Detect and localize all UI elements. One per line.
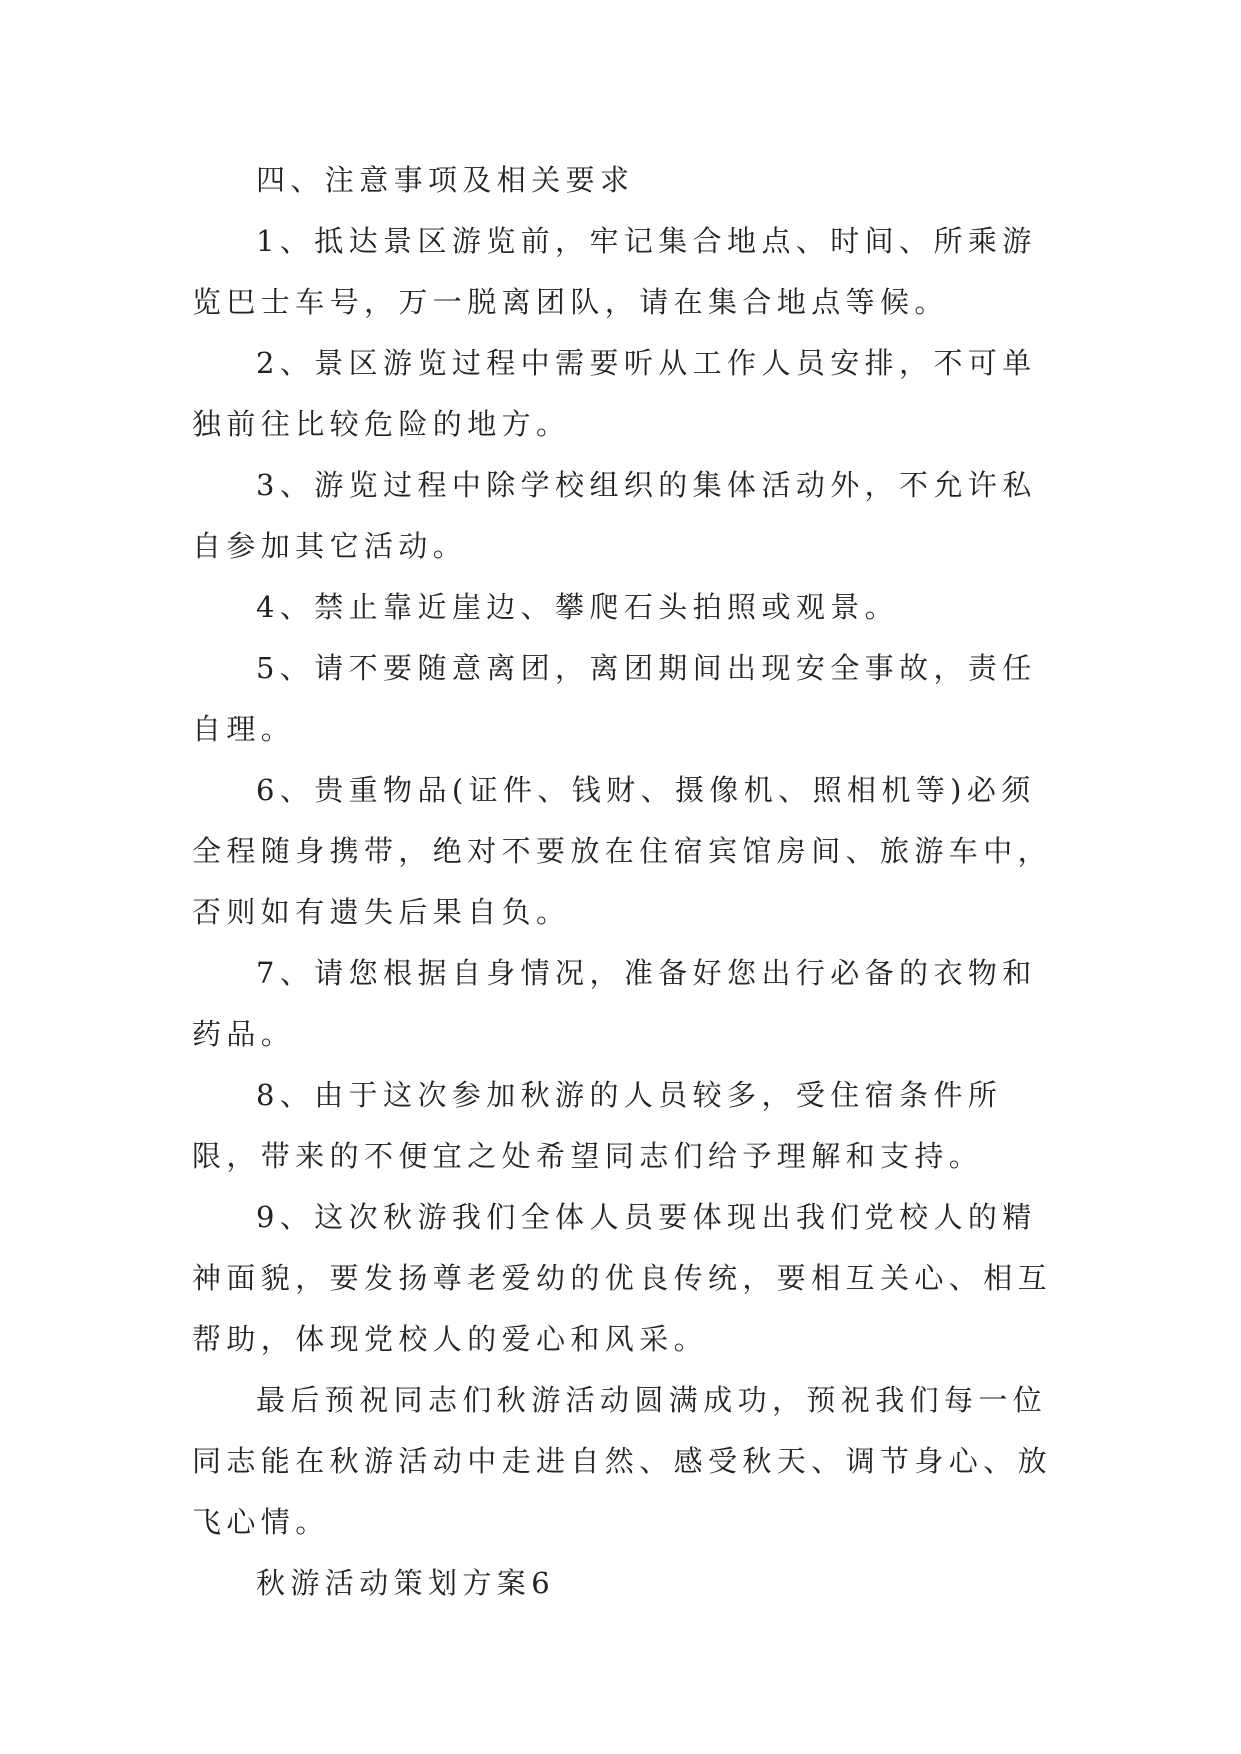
list-item: 4、禁止靠近崖边、攀爬石头拍照或观景。 [256,590,900,624]
list-item: 3、游览过程中除学校组织的集体活动外，不允许私自参加其它活动。 [192,468,1037,563]
list-item: 7、请您根据自身情况，准备好您出行必备的衣物和药品。 [192,956,1037,1051]
closing-paragraph: 最后预祝同志们秋游活动圆满成功，预祝我们每一位同志能在秋游活动中走进自然、感受秋天、调节身心、放飞心情。 [192,1383,1053,1539]
list-item: 1、抵达景区游览前，牢记集合地点、时间、所乘游览巴士车号，万一脱离团队，请在集合地点等候。 [192,224,1037,319]
next-section-title: 秋游活动策划方案6 [256,1566,556,1600]
list-item: 9、这次秋游我们全体人员要体现出我们党校人的精神面貌，要发扬尊老爱幼的优良传统，要相互关心、相互帮助，体现党校人的爱心和风采。 [192,1200,1053,1356]
list-item: 8、由于这次参加秋游的人员较多，受住宿条件所限，带来的不便宜之处希望同志们给予理解和支持。 [192,1078,1003,1173]
document-page [192,150,1052,1614]
section-heading: 四、注意事项及相关要求 [256,163,635,197]
list-item: 2、景区游览过程中需要听从工作人员安排，不可单独前往比较危险的地方。 [192,346,1037,441]
list-item: 5、请不要随意离团，离团期间出现安全事故，责任自理。 [192,651,1037,746]
list-item: 6、贵重物品(证件、钱财、摄像机、照相机等)必须全程随身携带，绝对不要放在住宿宾馆房间、旅游车中，否则如有遗失后果自负。 [192,773,1053,929]
